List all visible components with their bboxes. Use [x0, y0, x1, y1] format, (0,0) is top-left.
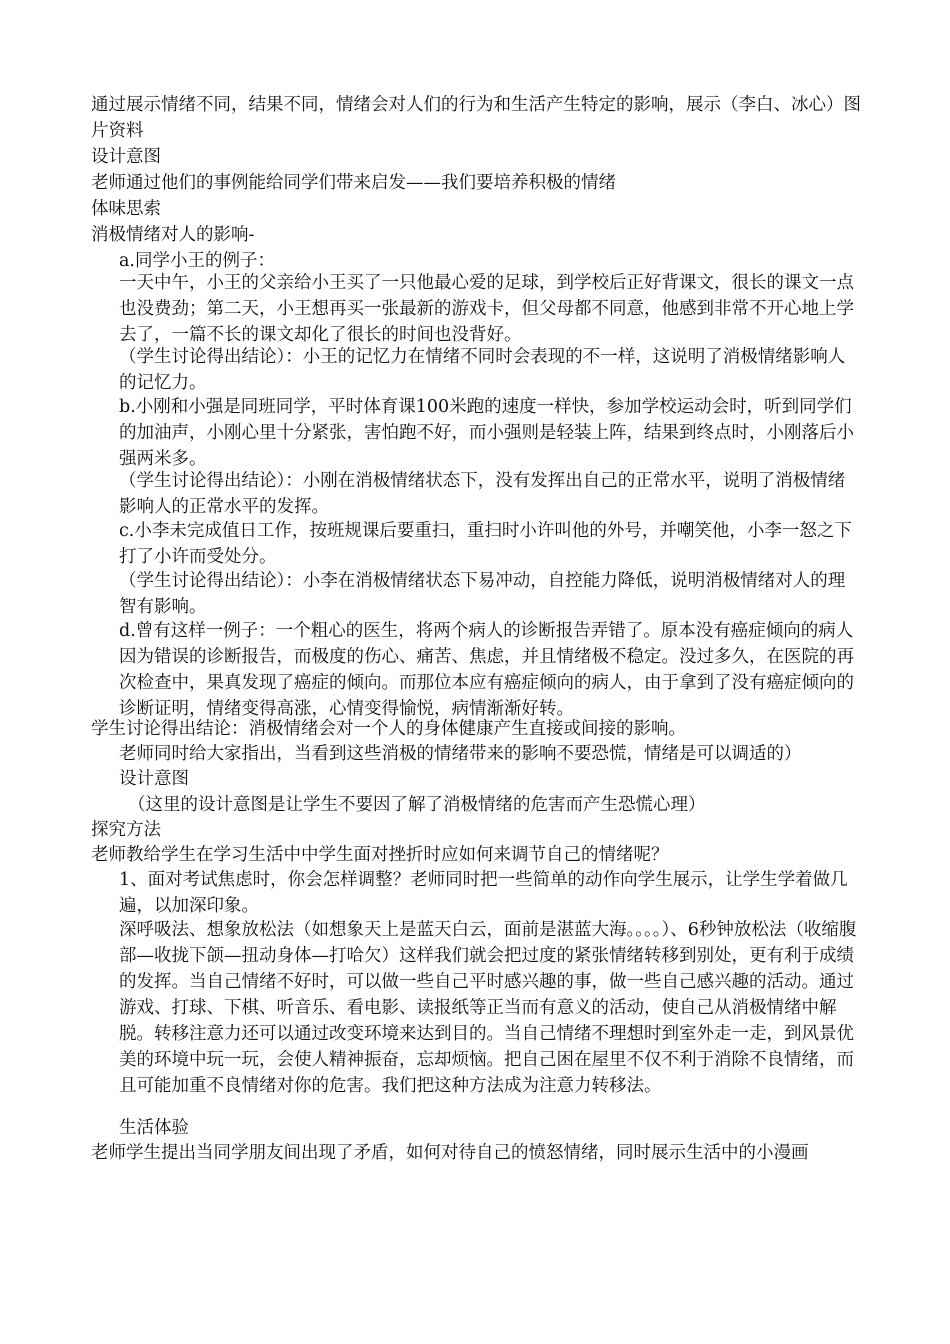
example-b-conclusion: （学生讨论得出结论）：小刚在消极情绪状态下，没有发挥出自己的正常水平，说明了消极情绪影响人的正常水平的发挥。: [119, 471, 846, 517]
heading-negative-emotion: 消极情绪对人的影响-: [91, 225, 255, 245]
item-exam-anxiety: 1、面对考试焦虑时，你会怎样调整？老师同时把一些简单的动作向学生展示，让学生学着做几遍，以加深印象。: [119, 870, 848, 916]
paragraph-relaxation-methods: 深呼吸法、想象放松法（如想象天上是蓝天白云，面前是湛蓝大海。。。。）、6秒钟放松法（收缩腹部—收拢下颌—扭动身体—打哈欠）这样我们就会把过度的紧张情绪转移到别处，更有利于成绩的发挥。当自己情绪不好时，可以做一些自己平时感兴趣的事，做一些自己感兴趣的活动。通过游戏、打球、下棋、听音乐、看电影、读报纸等正当而有意义的活动，使自己从消极情绪中解脱。转移注意力还可以通过改变环境来达到目的。当自己情绪不理想时到室外走一走，到风景优美的环境中玩一玩，会使人精神振奋，忘却烦恼。把自己困在屋里不仅不利于消除不良情绪，而且可能加重不良情绪对你的危害。我们把这种方法成为注意力转移法。: [119, 920, 857, 1096]
example-c-conclusion: （学生讨论得出结论）：小李在消极情绪状态下易冲动，自控能力降低，说明消极情绪对人的理智有影响。: [119, 571, 846, 617]
example-a-conclusion: （学生讨论得出结论）：小王的记忆力在情绪不同时会表现的不一样，这说明了消极情绪影响人的记忆力。: [119, 347, 846, 393]
students-conclusion: 学生讨论得出结论：消极情绪会对一个人的身体健康产生直接或间接的影响。: [91, 719, 686, 739]
example-d-story: d.曾有这样一例子：一个粗心的医生，将两个病人的诊断报告弄错了。原本没有癌症倾向的病人因为错误的诊断报告，而极度的伤心、痛苦、焦虑，并且情绪极不稳定。没过多久，在医院的再次检查中，果真发现了癌症的倾向。而那位本应有癌症倾向的病人，由于拿到了没有癌症倾向的诊断证明，情绪变得高涨，心情变得愉悦，病情渐渐好转。: [119, 621, 854, 719]
teacher-note: 老师同时给大家指出，当看到这些消极的情绪带来的影响不要恐慌，情绪是可以调适的）: [119, 744, 802, 764]
example-c-story: c.小李未完成值日工作，按班规课后要重扫，重扫时小许叫他的外号，并嘲笑他，小李一怒之下打了小许而受处分。: [119, 521, 852, 567]
design-intent-note: （这里的设计意图是让学生不要因了解了消极情绪的危害而产生恐慌心理）: [128, 795, 706, 815]
paragraph-teacher-inspiration: 老师通过他们的事例能给同学们带来启发——我们要培养积极的情绪: [91, 173, 616, 193]
heading-life-experience: 生活体验: [119, 1118, 189, 1138]
heading-exploration: 探究方法: [91, 820, 161, 840]
example-a-story: 一天中午，小王的父亲给小王买了一只他最心爱的足球，到学校后正好背课文，很长的课文一点也没费劲；第二天，小王想再买一张最新的游戏卡，但父母都不同意，他感到非常不开心地上学去了，一篇不长的课文却化了很长的时间也没背好。: [119, 273, 854, 345]
heading-reflection: 体味思索: [91, 199, 161, 219]
paragraph-conflict: 老师学生提出当同学朋友间出现了矛盾，如何对待自己的愤怒情绪，同时展示生活中的小漫画: [91, 1143, 809, 1163]
heading-design-intent-2: 设计意图: [119, 769, 189, 789]
paragraph-intro: 通过展示情绪不同，结果不同，情绪会对人们的行为和生活产生特定的影响，展示（李白、冰心）图片资料: [91, 95, 861, 141]
paragraph-teacher-question: 老师教给学生在学习生活中中学生面对挫折时应如何来调节自己的情绪呢？: [91, 845, 669, 865]
heading-design-intent: 设计意图: [91, 147, 161, 167]
example-a-title: a.同学小王的例子：: [119, 251, 275, 271]
example-b-story: b.小刚和小强是同班同学，平时体育课100米跑的速度一样快，参加学校运动会时，听到同学们的加油声，小刚心里十分紧张，害怕跑不好，而小强则是轻装上阵，结果到终点时，小刚落后小强两米多。: [119, 397, 854, 469]
